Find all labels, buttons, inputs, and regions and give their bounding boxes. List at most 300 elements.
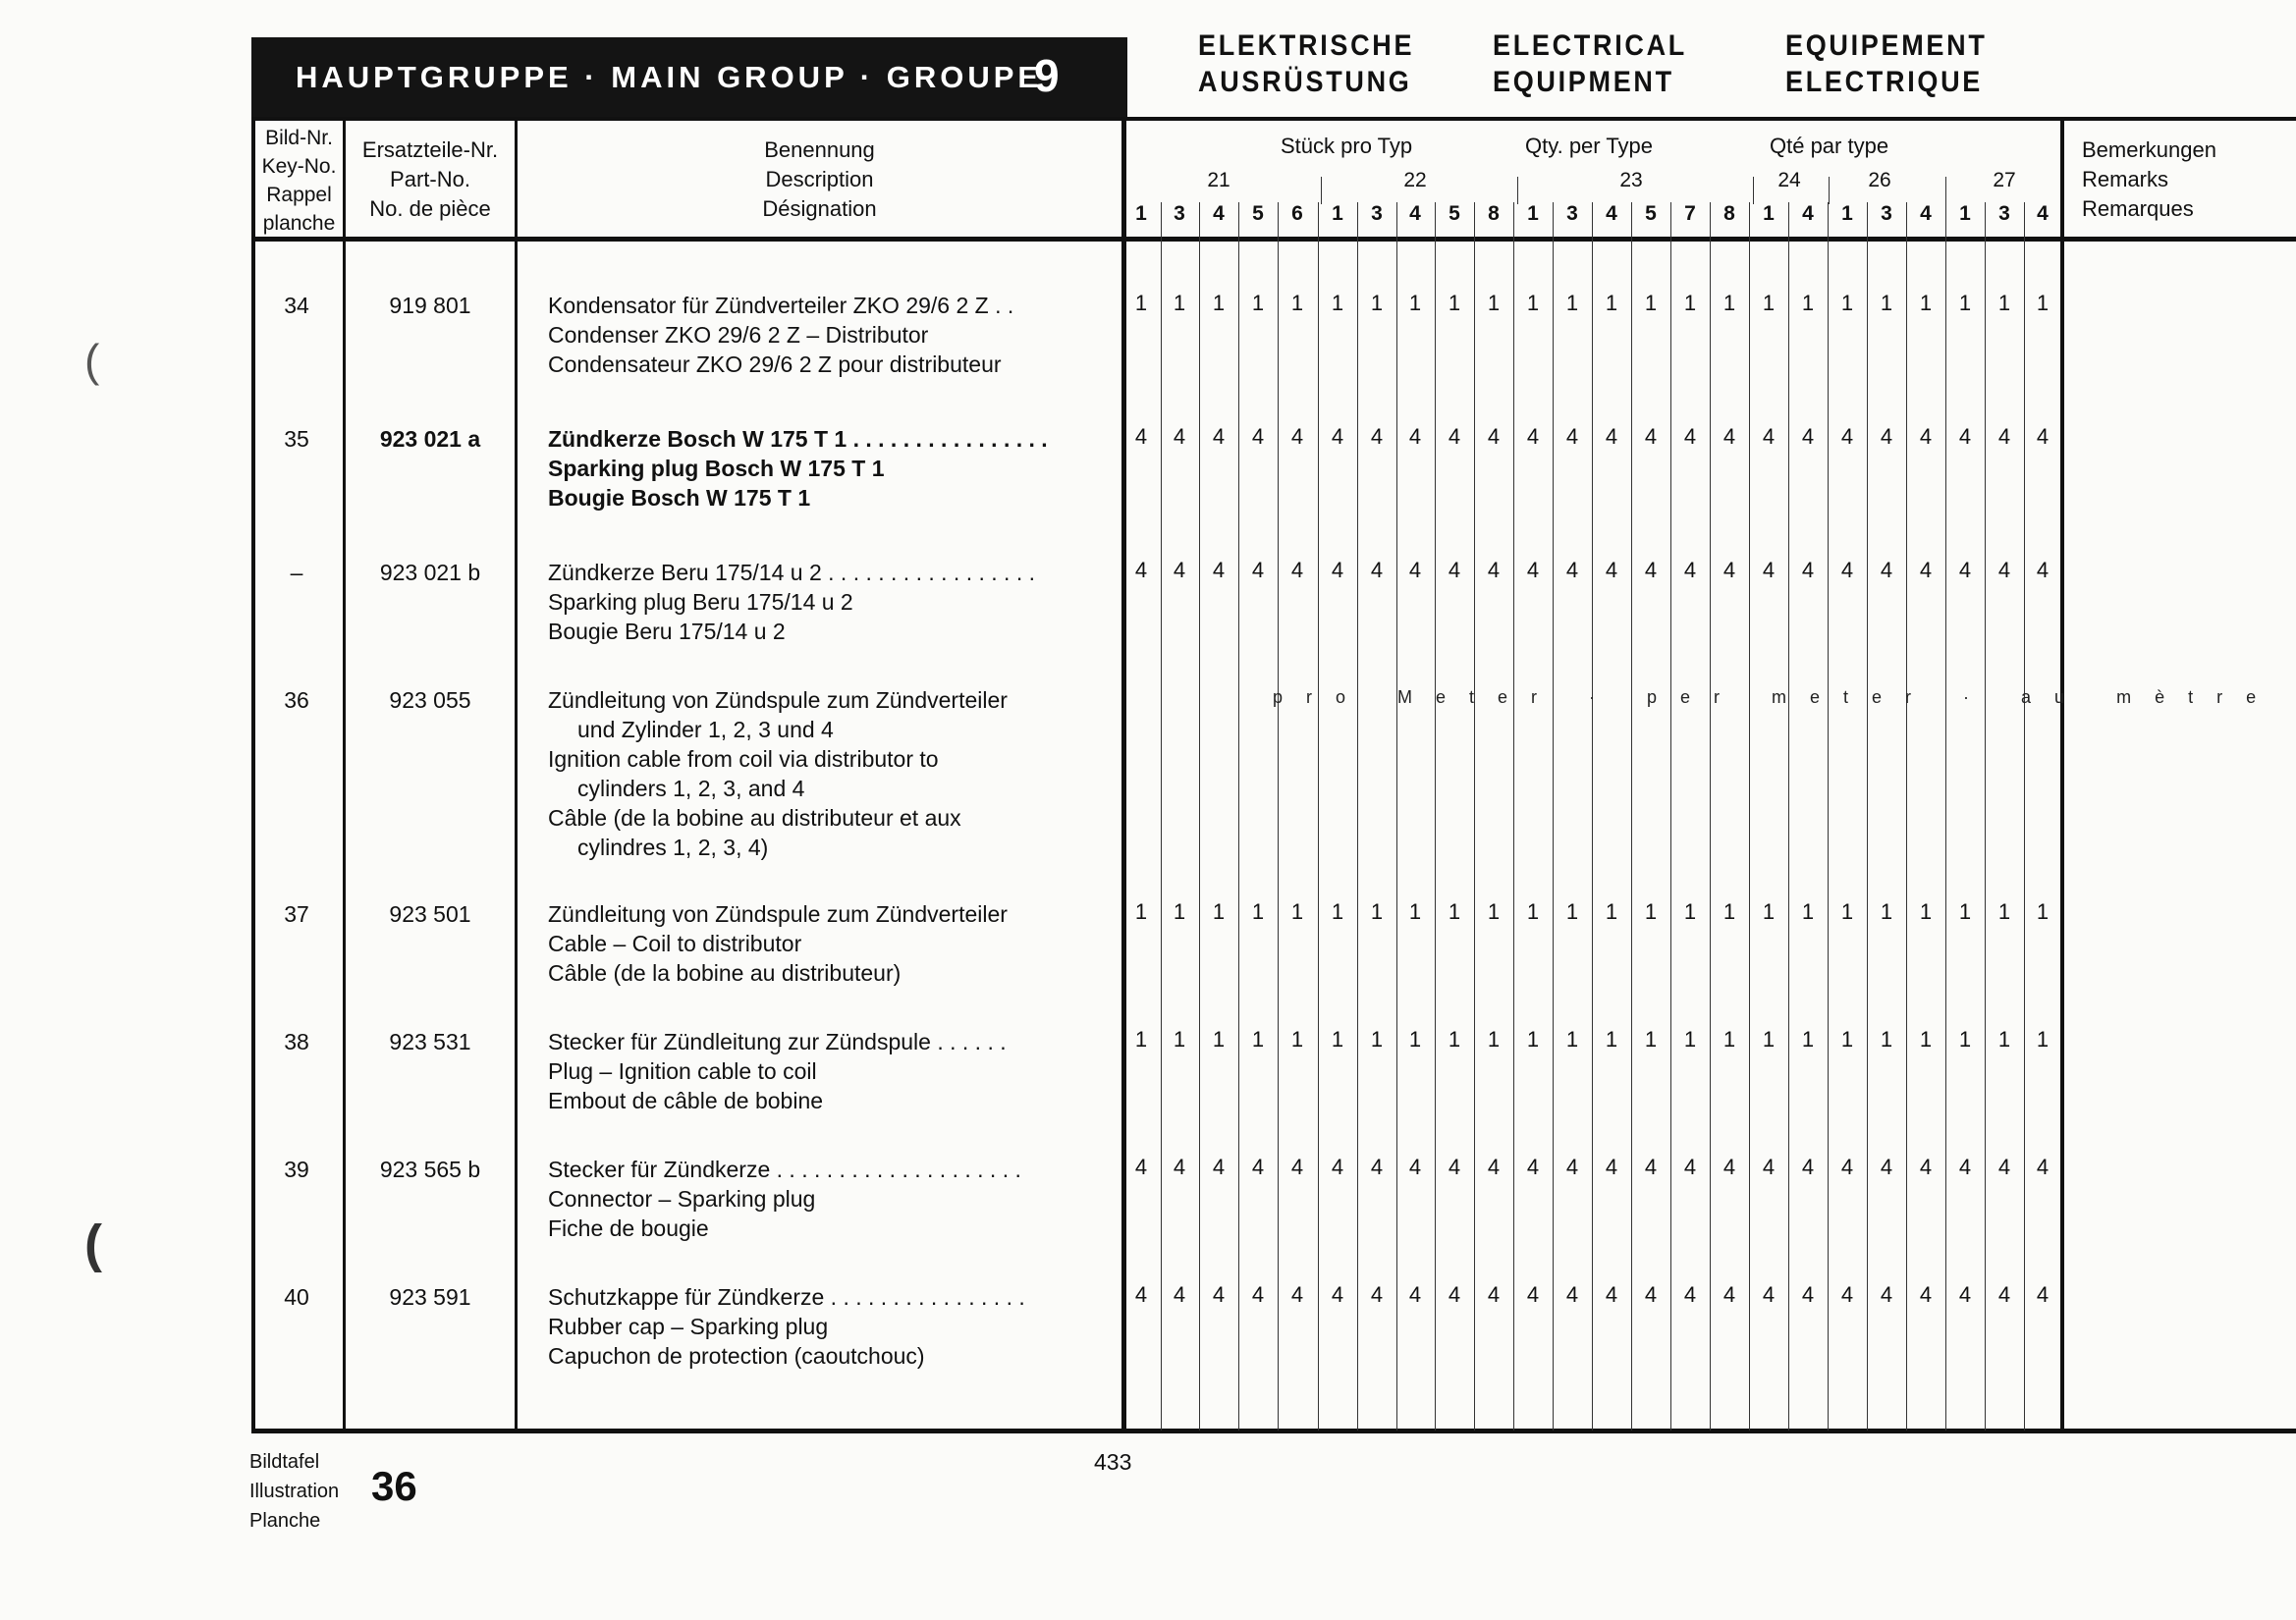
type-group-separator [1321,177,1322,204]
qty-cell: 4 [1134,1282,1148,1307]
qty-cell: 4 [1840,558,1854,582]
qty-cell: 1 [1370,291,1384,315]
subtype-label: 1 [1527,202,1539,225]
qty-cell: 4 [1958,1282,1972,1307]
qty-cell: 4 [1801,424,1815,449]
description-header-en: Description [765,167,874,191]
qty-cell: 4 [1958,1155,1972,1179]
qty-column-rule [1945,202,1946,1431]
qty-cell: 4 [1722,1282,1736,1307]
qty-cell: 4 [2036,1282,2050,1307]
qty-column-rule [1867,202,1868,1431]
qty-cell: 4 [1487,558,1501,582]
type-group-separator [1945,177,1946,204]
part-description [548,899,1008,988]
table-bottom-rule [251,1429,2296,1433]
qty-cell: 4 [1173,558,1186,582]
qty-column-rule [1161,202,1162,1431]
qty-cell: 4 [1997,558,2011,582]
description-line: Stecker für Zündkerze . . . . . . . . . . . . . . . . . . . . [548,1157,1021,1182]
qty-cell: 4 [1290,1155,1304,1179]
description-line: Fiche de bougie [548,1215,709,1241]
qty-cell: 1 [1134,291,1148,315]
qty-cell: 4 [1448,558,1461,582]
part-no-header [346,135,515,224]
qty-cell: 4 [1762,558,1776,582]
subtype-label: 8 [1488,202,1500,225]
description-header [518,135,1121,224]
qty-cell: 4 [1212,424,1226,449]
part-desc-divider [515,117,518,1433]
key-no-header-fr1: Rappel [266,184,332,206]
type-label: 22 [1403,169,1427,191]
qty-cell: 4 [1880,424,1893,449]
qty-cell: 1 [1958,899,1972,924]
qty-cell: 1 [1408,1027,1422,1052]
subtype-label: 4 [1802,202,1814,225]
qty-cell: 1 [1997,899,2011,924]
qty-cell: 1 [1762,899,1776,924]
qty-cell: 1 [1290,291,1304,315]
category-en [1493,27,1687,100]
qty-cell: 4 [1605,1282,1618,1307]
part-number: 923 531 [389,1029,471,1054]
qty-cell: 4 [1448,424,1461,449]
qty-column-rule [1396,202,1397,1431]
qty-cell: 1 [1880,291,1893,315]
plate-label-en: Illustration [249,1481,340,1502]
qty-cell: 4 [1370,1282,1384,1307]
qty-cell: 4 [1408,1155,1422,1179]
qty-cell: 4 [1448,1282,1461,1307]
subtype-label: 3 [1566,202,1578,225]
qty-cell: 4 [1526,558,1540,582]
qty-cell: 4 [1840,1155,1854,1179]
header-bottom-rule [251,237,2296,242]
main-group-bar [251,37,1127,118]
qty-cell: 4 [1880,1155,1893,1179]
description-header-fr: Désignation [762,196,877,221]
qty-column-rule [1357,202,1358,1431]
key-number: 35 [284,426,309,452]
qty-cell: 1 [1644,899,1658,924]
qty-cell: 1 [1251,899,1265,924]
qty-cell: 4 [1683,1155,1697,1179]
description-line: Kondensator für Zündverteiler ZKO 29/6 2 Z . . [548,293,1014,318]
qty-column-rule [1553,202,1554,1431]
key-no-header-de: Bild-Nr. [265,127,333,149]
qty-cell: 4 [1958,424,1972,449]
category-fr-line2: ELECTRIQUE [1785,66,1984,98]
qty-cell: 4 [1290,424,1304,449]
qty-cell: 1 [1370,899,1384,924]
qty-cell: 1 [1212,1027,1226,1052]
description-line: Rubber cap – Sparking plug [548,1314,829,1339]
qty-column-rule [1278,202,1279,1431]
subtype-label: 8 [1723,202,1735,225]
plate-number: 36 [371,1463,417,1509]
qty-header-de: Stück pro Typ [1281,134,1413,158]
plate-label-fr: Planche [249,1510,321,1532]
subtype-label: 1 [1959,202,1971,225]
qty-cell: 4 [1997,1155,2011,1179]
subtype-label: 5 [1645,202,1657,225]
description-line: cylinders 1, 2, 3, and 4 [577,776,805,801]
remarks-header-fr: Remarques [2082,196,2194,221]
qty-cell: 4 [1565,558,1579,582]
part-description [548,1155,1021,1243]
subtype-label: 7 [1684,202,1696,225]
qty-cell: 1 [1212,291,1226,315]
qty-cell: 1 [1526,899,1540,924]
qty-cell: 1 [1173,1027,1186,1052]
description-line: Zündleitung von Zündspule zum Zündverteiler [548,687,1008,713]
part-no-header-de: Ersatzteile-Nr. [361,137,499,162]
qty-cell: 1 [1448,1027,1461,1052]
category-de-line2: AUSRÜSTUNG [1198,66,1412,98]
qty-cell: 4 [1762,1155,1776,1179]
subtype-label: 4 [1606,202,1617,225]
qty-cell: 4 [1173,424,1186,449]
qty-cell: 1 [1801,899,1815,924]
description-line: Embout de câble de bobine [548,1088,824,1113]
qty-cell: 4 [1880,1282,1893,1307]
part-description [548,685,1008,862]
description-line: Zündkerze Beru 175/14 u 2 . . . . . . . . . . . . . . . . . [548,560,1036,585]
qty-cell: 4 [1212,1155,1226,1179]
qty-cell: 1 [1997,291,2011,315]
qty-cell: 4 [1683,424,1697,449]
subtype-label: 3 [1881,202,1892,225]
key-number: 40 [284,1284,309,1310]
qty-header-fr: Qté par type [1770,134,1889,158]
qty-column-rule [1592,202,1593,1431]
qty-cell: 4 [1370,558,1384,582]
qty-cell: 4 [1173,1282,1186,1307]
qty-cell: 1 [1880,899,1893,924]
qty-cell: 4 [1251,424,1265,449]
qty-cell: 1 [1290,899,1304,924]
qty-cell: 4 [1487,1155,1501,1179]
qty-cell: 1 [1251,291,1265,315]
binding-hole-mark: ( [84,335,100,386]
qty-cell: 4 [1487,424,1501,449]
subtype-label: 5 [1449,202,1460,225]
qty-cell: 4 [1251,558,1265,582]
category-en-line1: ELECTRICAL [1493,29,1687,62]
qty-column-rule [2024,202,2025,1431]
part-description [548,558,1035,646]
group-number: 9 [1034,50,1060,101]
category-de-line1: ELEKTRISCHE [1198,29,1415,62]
qty-cell: 4 [1290,558,1304,582]
qty-column-rule [1631,202,1632,1431]
qty-cell: 1 [1526,291,1540,315]
qty-column-rule [1828,202,1829,1431]
qty-cell: 4 [1565,1282,1579,1307]
qty-cell: 4 [1722,1155,1736,1179]
qty-cell: 1 [1644,1027,1658,1052]
qty-cell: 1 [1448,291,1461,315]
qty-column-rule [1749,202,1750,1431]
subtype-label: 4 [1409,202,1421,225]
qty-cell: 1 [1134,899,1148,924]
qty-cell: 4 [1801,558,1815,582]
qty-cell: 4 [1212,1282,1226,1307]
description-line: Ignition cable from coil via distributor to [548,746,939,772]
qty-cell: 4 [1840,424,1854,449]
remarks-header-de: Bemerkungen [2082,137,2216,162]
table-top-rule [251,117,2296,121]
qty-cell: 4 [1134,1155,1148,1179]
part-no-header-fr: No. de pièce [369,196,491,221]
description-line: Bougie Beru 175/14 u 2 [548,619,786,644]
qty-cell: 1 [1919,899,1933,924]
key-number: 38 [284,1029,309,1054]
qty-column-rule [1985,202,1986,1431]
qty-cell: 1 [1997,1027,2011,1052]
qty-cell: 4 [1370,1155,1384,1179]
key-number: 34 [284,293,309,318]
qty-cell: 4 [1722,424,1736,449]
qty-cell: 4 [1919,1155,1933,1179]
qty-cell: 1 [1331,1027,1344,1052]
qty-cell: 4 [1919,1282,1933,1307]
qty-cell: 1 [1331,899,1344,924]
qty-cell: 4 [1801,1155,1815,1179]
qty-cell: 4 [1683,1282,1697,1307]
qty-cell: 1 [1958,1027,1972,1052]
key-number: 36 [284,687,309,713]
subtype-label: 4 [1920,202,1932,225]
qty-cell: 1 [1448,899,1461,924]
qty-cell: 1 [1683,1027,1697,1052]
qty-cell: 1 [1565,1027,1579,1052]
qty-column-rule [1318,202,1319,1431]
key-number: – [290,560,303,585]
qty-cell: 4 [1605,424,1618,449]
subtype-label: 5 [1252,202,1264,225]
description-line: Câble (de la bobine au distributeur) [548,960,902,986]
qty-cell: 1 [1290,1027,1304,1052]
subtype-label: 4 [1213,202,1225,225]
qty-cell: 1 [1251,1027,1265,1052]
part-description [548,291,1013,379]
binding-hole-mark: ( [84,1215,102,1273]
part-number: 923 021 b [379,560,481,585]
key-number: 39 [284,1157,309,1182]
qty-cell: 4 [1173,1155,1186,1179]
type-label: 24 [1777,169,1801,191]
qty-cell: 1 [2036,899,2050,924]
remarks-header [2082,135,2216,224]
type-label: 26 [1868,169,1891,191]
qty-cell: 1 [1880,1027,1893,1052]
category-de [1198,27,1414,100]
qty-cell: 4 [1997,424,2011,449]
subtype-label: 4 [2037,202,2049,225]
subtype-label: 3 [1998,202,2010,225]
subtype-label: 1 [1135,202,1147,225]
description-line: cylindres 1, 2, 3, 4) [577,835,769,860]
category-en-line2: EQUIPMENT [1493,66,1674,98]
qty-cell: 4 [1644,1155,1658,1179]
qty-header-en: Qty. per Type [1525,134,1654,158]
qty-cell: 4 [1801,1282,1815,1307]
qty-cell: 1 [1722,899,1736,924]
part-description [548,1282,1025,1371]
part-number: 923 021 a [379,426,481,452]
category-fr-line1: EQUIPEMENT [1785,29,1988,62]
qty-cell: 4 [1683,558,1697,582]
qty-cell: 1 [1331,291,1344,315]
description-line: Cable – Coil to distributor [548,931,802,956]
part-no-header-en: Part-No. [390,167,470,191]
description-line: Stecker für Zündleitung zur Zündspule . . . . . . [548,1029,1007,1054]
part-number: 923 591 [389,1284,471,1310]
qty-cell: 4 [1762,1282,1776,1307]
part-number: 923 565 b [379,1157,481,1182]
qty-cell: 1 [1408,899,1422,924]
description-line: und Zylinder 1, 2, 3 und 4 [577,717,834,742]
qty-cell: 4 [2036,424,2050,449]
description-line: Condenser ZKO 29/6 2 Z – Distributor [548,322,929,348]
qty-cell: 4 [1722,558,1736,582]
qty-cell: 4 [1526,1282,1540,1307]
description-header-de: Benennung [764,137,875,162]
qty-cell: 1 [1683,291,1697,315]
qty-cell: 1 [2036,1027,2050,1052]
remarks-header-en: Remarks [2082,167,2169,191]
subtype-label: 6 [1291,202,1303,225]
qty-cell: 4 [1251,1282,1265,1307]
qty-cell: 4 [1370,424,1384,449]
qty-column-rule [1710,202,1711,1431]
key-no-header-fr2: planche [262,212,336,235]
qty-cell: 1 [1408,291,1422,315]
qty-cell: 4 [1840,1282,1854,1307]
qty-cell: 1 [1958,291,1972,315]
qty-column-rule [1474,202,1475,1431]
qty-cell: 4 [1212,558,1226,582]
qty-cell: 1 [1487,899,1501,924]
qty-cell: 4 [1408,1282,1422,1307]
qty-cell: 1 [1134,1027,1148,1052]
qty-cell: 4 [1605,1155,1618,1179]
qty-cell: 1 [1605,899,1618,924]
description-line: Zündleitung von Zündspule zum Zündverteiler [548,901,1008,927]
qty-cell: 1 [1487,1027,1501,1052]
type-label: 23 [1619,169,1643,191]
type-group-separator [1829,177,1830,204]
qty-cell: 4 [1251,1155,1265,1179]
qty-cell: 1 [1801,1027,1815,1052]
qty-cell: 4 [1919,424,1933,449]
qty-cell: 4 [1605,558,1618,582]
qty-cell: 1 [1722,1027,1736,1052]
part-number: 923 501 [389,901,471,927]
qty-cell: 1 [1919,291,1933,315]
qty-cell: 1 [1683,899,1697,924]
qty-cell: 1 [1801,291,1815,315]
qty-cell: 1 [1840,291,1854,315]
qty-cell: 1 [1173,291,1186,315]
qty-cell: 1 [1605,291,1618,315]
spacer [1122,197,2062,198]
qty-cell: 4 [1487,1282,1501,1307]
description-line: Plug – Ignition cable to coil [548,1058,817,1084]
part-number: 919 801 [389,293,471,318]
qty-cell: 4 [1448,1155,1461,1179]
qty-cell: 1 [1173,899,1186,924]
qty-cell: 4 [1762,424,1776,449]
qty-cell: 4 [1134,424,1148,449]
qty-cell: 1 [1722,291,1736,315]
qty-cell: 4 [1880,558,1893,582]
qty-column-rule [1199,202,1200,1431]
type-group-separator [1753,177,1754,204]
qty-cell: 1 [1762,1027,1776,1052]
description-line: Capuchon de protection (caoutchouc) [548,1343,925,1369]
description-line: Sparking plug Beru 175/14 u 2 [548,589,853,615]
qty-column-rule [1238,202,1239,1431]
qty-cell: 1 [1840,899,1854,924]
subtype-label: 3 [1371,202,1383,225]
qty-cell: 1 [1762,291,1776,315]
qty-cell: 4 [1997,1282,2011,1307]
key-no-header [255,124,343,238]
qty-column-rule [1906,202,1907,1431]
part-number: 923 055 [389,687,471,713]
page-number: 433 [1094,1449,1132,1475]
subtype-label: 1 [1763,202,1775,225]
qty-cell: 4 [1526,1155,1540,1179]
qty-cell: 4 [1565,1155,1579,1179]
category-fr [1785,27,1988,100]
qty-column-rule [1513,202,1514,1431]
qty-cell: 1 [1919,1027,1933,1052]
description-line: Schutzkappe für Zündkerze . . . . . . . . . . . . . . . . [548,1284,1025,1310]
main-group-label: HAUPTGRUPPE · MAIN GROUP · GROUPE [296,60,1043,94]
qty-cell: 4 [1919,558,1933,582]
description-line: Sparking plug Bosch W 175 T 1 [548,456,885,481]
type-label: 27 [1993,169,2016,191]
qty-cell: 1 [1565,899,1579,924]
qty-cell: 1 [1212,899,1226,924]
qty-cell: 1 [1840,1027,1854,1052]
qty-cell: 4 [1565,424,1579,449]
qty-cell: 1 [2036,291,2050,315]
plate-label-de: Bildtafel [249,1451,320,1473]
description-line: Condensateur ZKO 29/6 2 Z pour distributeur [548,351,1002,377]
key-no-header-en: Key-No. [261,155,337,178]
qty-cell: 4 [2036,558,2050,582]
qty-cell: 4 [1644,1282,1658,1307]
qty-column-rule [1670,202,1671,1431]
qty-cell: 4 [1331,424,1344,449]
description-line: Zündkerze Bosch W 175 T 1 . . . . . . . . . . . . . . . . [548,426,1048,452]
qty-cell: 1 [1605,1027,1618,1052]
qty-cell: 1 [1526,1027,1540,1052]
qty-column-rule [1435,202,1436,1431]
qty-column-rule [1788,202,1789,1431]
qty-cell: 4 [1408,424,1422,449]
qty-cell: 4 [1290,1282,1304,1307]
part-description [548,1027,1007,1115]
type-label: 21 [1207,169,1230,191]
description-line: Bougie Bosch W 175 T 1 [548,485,811,511]
qty-cell: 4 [1958,558,1972,582]
